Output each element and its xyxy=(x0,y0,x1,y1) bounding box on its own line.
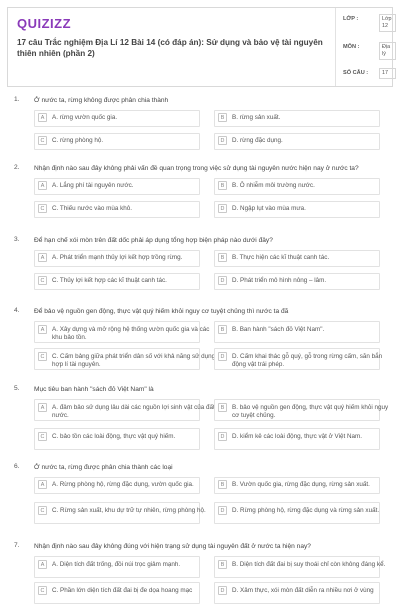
option-letter-badge: B xyxy=(218,181,227,190)
option-text: A. Phát triển mạnh thủy lợi kết hợp trồng rừng. xyxy=(52,254,183,261)
option-text: C. Thủy lợi kết hợp các kĩ thuật canh tác. xyxy=(52,277,167,284)
option-letter-badge: A xyxy=(38,403,47,412)
option-letter-badge: D xyxy=(218,204,227,213)
meta-count-value: 17 xyxy=(379,68,396,79)
meta-class-label: LỚP : xyxy=(343,16,359,22)
quizizz-logo: QUIZIZZ xyxy=(17,16,72,31)
option-text: D. Phát triển mô hình nông – lâm. xyxy=(232,277,327,284)
option-text: D. Rừng phòng hộ, rừng đặc dụng và rừng sản xuất. xyxy=(232,507,380,514)
worksheet-title: 17 câu Trắc nghiệm Địa Lí 12 Bài 14 (có đáp án): Sử dụng và bảo vệ tài nguyên thiên nhiên (phần 2) xyxy=(17,38,323,58)
question-number: 5. xyxy=(14,385,20,392)
option-text: B. Vườn quốc gia, rừng đặc dụng, rừng sản xuất. xyxy=(232,481,370,488)
worksheet-meta xyxy=(335,8,395,86)
option-letter-badge: C xyxy=(38,352,47,361)
option-letter-badge: B xyxy=(218,403,227,412)
question-number: 2. xyxy=(14,164,20,171)
meta-subject-value: Địa lý xyxy=(379,42,396,60)
option-letter-badge: D xyxy=(218,432,227,441)
option-text: C. bảo tồn các loài động, thực vật quý hiếm. xyxy=(52,433,176,440)
option-letter-badge: C xyxy=(38,204,47,213)
option-letter-badge: C xyxy=(38,586,47,595)
meta-count xyxy=(343,70,388,76)
option-letter-badge: B xyxy=(218,113,227,122)
option-letter-badge: A xyxy=(38,113,47,122)
worksheet-header xyxy=(7,7,393,87)
meta-count-label: SỐ CÂU : xyxy=(343,70,369,76)
option-text: A. Rừng phòng hộ, rừng đặc dụng, vườn quốc gia. xyxy=(52,481,194,488)
option-text: B. rừng sản xuất. xyxy=(232,114,281,121)
question-number: 3. xyxy=(14,236,20,243)
option-text: B. Diện tích đất đai bị suy thoái chỉ còn không đáng kể. xyxy=(232,561,386,568)
option-letter-badge: A xyxy=(38,560,47,569)
question-text: Để bảo vệ nguồn gen động, thực vật quý hiếm khỏi nguy cơ tuyệt chủng thì nước ta đã xyxy=(34,308,289,315)
option-letter-badge: C xyxy=(38,276,47,285)
option-text: C. Thiếu nước vào mùa khô. xyxy=(52,205,132,212)
option-letter-badge: D xyxy=(218,276,227,285)
option-letter-badge: A xyxy=(38,480,47,489)
meta-subject-label: MÔN : xyxy=(343,44,360,50)
option-text: A. Lắng phí tài nguyên nước. xyxy=(52,182,134,189)
option-letter-badge: A xyxy=(38,253,47,262)
option-text: B. Ban hành "sách đỏ Việt Nam". xyxy=(232,326,325,333)
option-text: B. Thực hiện các kĩ thuật canh tác. xyxy=(232,254,330,261)
option-text: D. Ngập lụt vào mùa mưa. xyxy=(232,205,306,212)
option-text: A. rừng vườn quốc gia. xyxy=(52,114,118,121)
option-text: C. Phần lớn diện tích đất đai bị đe dọa hoang mạc xyxy=(52,587,193,594)
question-number: 6. xyxy=(14,463,20,470)
question-text: Ở nước ta, rừng được phân chia thành các loại xyxy=(34,464,173,471)
option-text: C. rừng phòng hộ. xyxy=(52,137,104,144)
question-number: 4. xyxy=(14,307,20,314)
question-text: Để hạn chế xói mòn trên đất dốc phải áp dụng tổng hợp biện pháp nào dưới đây? xyxy=(34,237,273,244)
option-letter-badge: D xyxy=(218,352,227,361)
option-letter-badge: A xyxy=(38,181,47,190)
question-number: 7. xyxy=(14,542,20,549)
option-text: A. Diện tích đất trống, đồi núi trọc giảm mạnh. xyxy=(52,561,181,568)
meta-class xyxy=(343,16,392,29)
option-letter-badge: D xyxy=(218,506,227,515)
option-letter-badge: B xyxy=(218,325,227,334)
option-text: A. Xây dựng và mở rộng hệ thống vườn quốc gia và các khu bảo tồn. xyxy=(52,326,210,341)
option-letter-badge: B xyxy=(218,560,227,569)
option-letter-badge: D xyxy=(218,586,227,595)
meta-class-value: Lớp 12 xyxy=(379,14,396,32)
option-text: D. rừng đặc dụng. xyxy=(232,137,283,144)
option-text: A. đảm bảo sử dụng lâu dài các nguồn lợi sinh vật của đất nước. xyxy=(52,404,215,419)
option-text: D. Cấm khai thác gỗ quý, gỗ trong rừng cấm, săn bắn động vật trái phép. xyxy=(232,353,383,368)
option-text: D. kiểm kê các loài động, thực vật ở Việt Nam. xyxy=(232,433,363,440)
question-number: 1. xyxy=(14,96,20,103)
option-letter-badge: C xyxy=(38,136,47,145)
question-text: Nhận định nào sau đây không phải vấn đề quan trọng trong việc sử dụng tài nguyên nước hiện nay ở nước ta? xyxy=(34,165,359,172)
option-letter-badge: D xyxy=(218,136,227,145)
option-letter-badge: A xyxy=(38,325,47,334)
option-letter-badge: B xyxy=(218,480,227,489)
option-text: C. Cấm bảng giữa phát triển dân số với khả năng sử dụng hợp lí tài nguyên. xyxy=(52,353,216,368)
question-text: Mục tiêu ban hành "sách đỏ Việt Nam" là xyxy=(34,386,154,393)
option-letter-badge: C xyxy=(38,432,47,441)
option-text: C. Rừng sản xuất, khu dự trữ tự nhiên, rừng phòng hộ. xyxy=(52,507,206,514)
option-text: B. bảo vệ nguồn gen động, thực vật quý hiếm khỏi nguy cơ tuyệt chủng. xyxy=(232,404,389,419)
option-letter-badge: C xyxy=(38,506,47,515)
option-text: B. Ô nhiễm môi trường nước. xyxy=(232,182,315,189)
question-text: Nhận định nào sau đây không đúng với hiện trạng sử dụng tài nguyên đất ở nước ta hiện nay? xyxy=(34,543,311,550)
question-text: Ở nước ta, rừng không được phân chia thành xyxy=(34,97,169,104)
option-text: D. Xâm thực, xói mòn đất diễn ra nhiều nơi ở vùng xyxy=(232,587,374,594)
meta-subject xyxy=(343,44,391,57)
option-letter-badge: B xyxy=(218,253,227,262)
